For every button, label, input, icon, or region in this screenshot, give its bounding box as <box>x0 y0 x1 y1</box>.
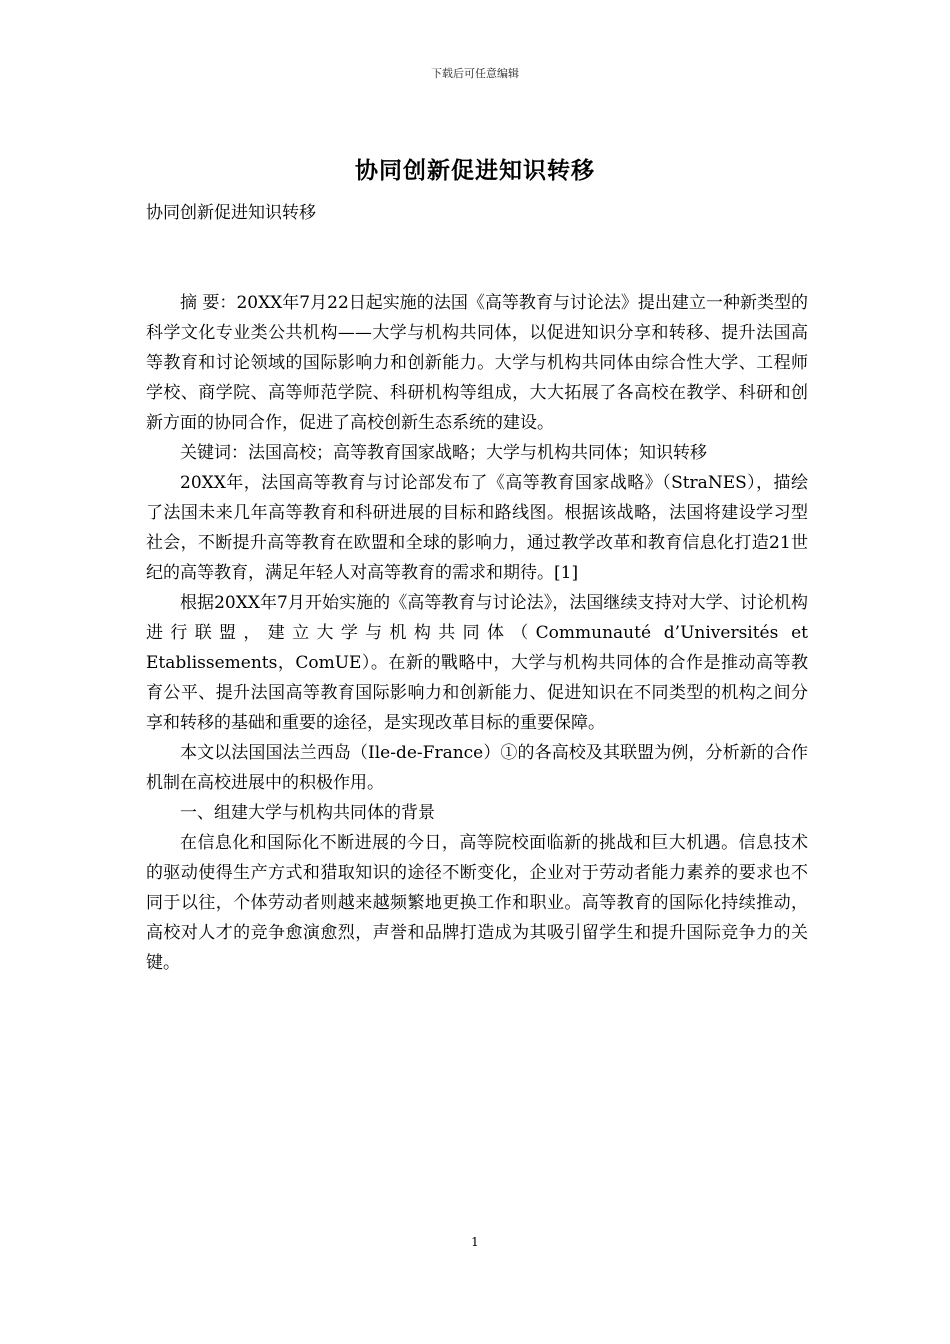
abstract-paragraph: 摘 要：20XX年7月22日起实施的法国《高等教育与讨论法》提出建立一种新类型的科学文化专业类公共机构——大学与机构共同体，以促进知识分享和转移、提升法国高等教育和讨论领域的国际影响力和创新能力。大学与机构共同体由综合性大学、工程师学校、商学院、高等师范学院、科研机构等组成，大大拓展了各高校在教学、科研和创新方面的协同合作，促进了高校创新生态系统的建设。 <box>146 293 808 433</box>
page-number: 1 <box>471 1235 479 1249</box>
document-body <box>146 198 808 978</box>
body-paragraph: 20XX年，法国高等教育与讨论部发布了《高等教育国家战略》（StraNES），描绘了法国未来几年高等教育和科研进展的目标和路线图。根据该战略，法国将建设学习型社会，不断提升高等教育在欧盟和全球的影响力，通过教学改革和教育信息化打造21世纪的高等教育，满足年轻人对高等教育的需求和期待。[1] <box>146 473 808 583</box>
keywords-paragraph: 关键词：法国高校；高等教育国家战略；大学与机构共同体；知识转移 <box>180 443 707 463</box>
header-note: 下载后可任意编辑 <box>431 67 519 80</box>
section-heading: 一、组建大学与机构共同体的背景 <box>180 803 435 823</box>
body-paragraph: 根据20XX年7月开始实施的《高等教育与讨论法》，法国继续支持对大学、讨论机构进行联盟，建立大学与机构共同体（Communauté d’Universités et Etablissements，ComUE）。在新的戰略中，大学与机构共同体的合作是推动高等教育公平、提升法国高等教育国际影响力和创新能力、促进知识在不同类型的机构之间分享和转移的基础和重要的途径，是实现改革目标的重要保障。 <box>146 593 808 733</box>
body-paragraph: 本文以法国国法兰西岛（Ile-de-France）①的各高校及其联盟为例，分析新的合作机制在高校进展中的积极作用。 <box>146 743 808 793</box>
document-subtitle: 协同创新促进知识转移 <box>146 203 316 223</box>
document-title: 协同创新促进知识转移 <box>355 157 595 184</box>
body-paragraph: 在信息化和国际化不断进展的今日，高等院校面临新的挑战和巨大机遇。信息技术的驱动使得生产方式和猎取知识的途径不断变化，企业对于劳动者能力素养的要求也不同于以往，个体劳动者则越来越频繁地更换工作和职业。高等教育的国际化持续推动，高校对人才的竞争愈演愈烈，声誉和品牌打造成为其吸引留学生和提升国际竞争力的关键。 <box>146 833 808 973</box>
